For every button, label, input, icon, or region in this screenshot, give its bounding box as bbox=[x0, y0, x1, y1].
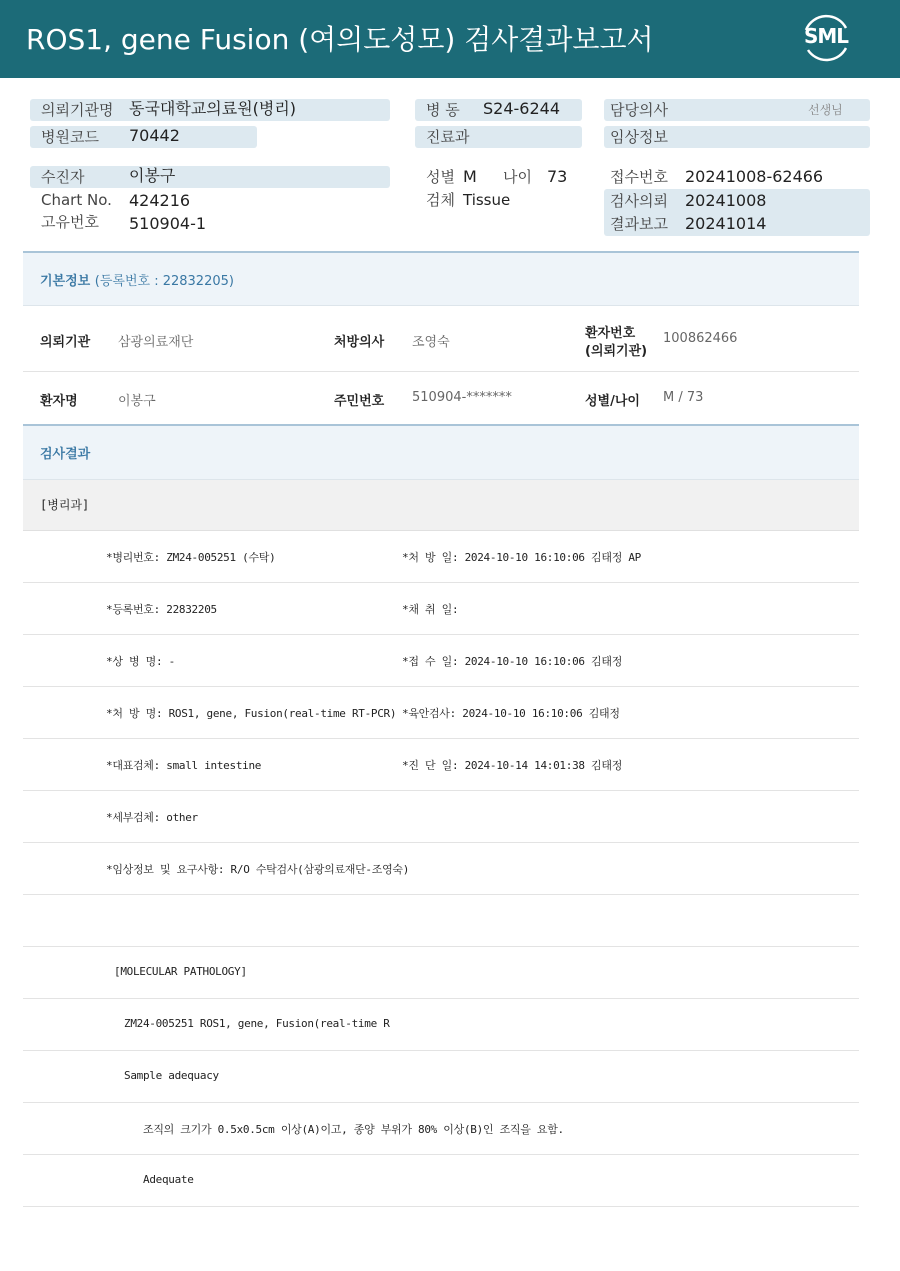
report-header bbox=[0, 0, 900, 78]
result-left-text: *병리번호: ZM24-005251 (수탁) bbox=[106, 551, 276, 564]
chart-label: Chart No. bbox=[41, 191, 112, 209]
request-value: 20241008 bbox=[685, 191, 767, 210]
molecular-text: 조직의 크기가 0.5x0.5cm 이상(A)이고, 종양 부위가 80% 이상(B)인 조직을 요함. bbox=[143, 1123, 564, 1136]
result-row bbox=[23, 583, 859, 635]
result-left-text: *등록번호: 22832205 bbox=[106, 603, 217, 616]
patient-value: 이봉구 bbox=[129, 166, 176, 185]
institution-label: 의뢰기관명 bbox=[41, 101, 114, 119]
chart-value: 424216 bbox=[129, 191, 191, 210]
molecular-text: ZM24-005251 ROS1, gene, Fusion(real-time R bbox=[124, 1017, 390, 1030]
doctor-label: 담당의사 bbox=[610, 101, 668, 119]
ward-label: 병 동 bbox=[426, 101, 460, 119]
molecular-row bbox=[23, 947, 859, 999]
institution-value: 동국대학교의료원(병리) bbox=[129, 99, 297, 118]
molecular-text: [MOLECULAR PATHOLOGY] bbox=[114, 965, 247, 978]
result-row bbox=[23, 739, 859, 791]
receipt-label: 접수번호 bbox=[610, 168, 668, 186]
receipt-value: 20241008-62466 bbox=[685, 167, 824, 186]
result-left-text: *상 병 명: - bbox=[106, 655, 175, 668]
hospital-code-label: 병원코드 bbox=[41, 128, 99, 146]
patient-label: 수진자 bbox=[41, 168, 85, 186]
molecular-row bbox=[23, 1103, 859, 1155]
doctor-suffix: 선생님 bbox=[808, 103, 843, 117]
department-name: [병리과] bbox=[40, 498, 90, 512]
report-title: ROS1, gene Fusion (여의도성모) 검사결과보고서 bbox=[26, 23, 654, 56]
result-left-text: *대표검체: small intestine bbox=[106, 759, 262, 772]
result-right-text: *채 취 일: bbox=[402, 603, 459, 616]
basic-info-title: 기본정보 bbox=[40, 274, 91, 289]
uid-value: 510904-1 bbox=[129, 214, 207, 233]
blank-row bbox=[23, 895, 859, 947]
result-right-text: *육안검사: 2024-10-10 16:10:06 김태정 bbox=[402, 707, 620, 720]
result-left-text: *임상정보 및 요구사항: R/O 수탁검사(삼광의료재단-조영숙) bbox=[106, 863, 410, 876]
resident-no-label: 주민번호 bbox=[334, 394, 385, 409]
result-right-text: *접 수 일: 2024-10-10 16:10:06 김태정 bbox=[402, 655, 623, 668]
report-label: 결과보고 bbox=[610, 215, 668, 233]
patient-name-value: 이봉구 bbox=[118, 394, 156, 409]
age-value: 73 bbox=[547, 167, 568, 186]
ward-value: S24-6244 bbox=[483, 99, 561, 118]
hospital-code-value: 70442 bbox=[129, 126, 180, 145]
sex-value: M bbox=[463, 167, 477, 186]
resident-no-value: 510904-******* bbox=[412, 390, 512, 405]
result-row bbox=[23, 791, 859, 843]
basic-info-row-2 bbox=[23, 372, 859, 424]
result-row bbox=[23, 531, 859, 583]
basic-info-reg: (등록번호 : 22832205) bbox=[94, 274, 234, 289]
molecular-text: Sample adequacy bbox=[124, 1069, 219, 1082]
sex-label: 성별 bbox=[426, 168, 455, 186]
prescriber-value: 조영숙 bbox=[412, 335, 450, 350]
molecular-row bbox=[23, 1155, 859, 1207]
results-heading bbox=[23, 424, 859, 480]
basic-info-row-1 bbox=[23, 305, 859, 372]
basic-info-heading bbox=[23, 251, 859, 306]
department-bar bbox=[23, 480, 859, 531]
sml-logo bbox=[798, 10, 854, 66]
institution-field-value: 삼광의료재단 bbox=[118, 335, 194, 350]
result-row bbox=[23, 843, 859, 895]
report-value: 20241014 bbox=[685, 214, 767, 233]
specimen-label: 검체 bbox=[426, 191, 455, 209]
results-title: 검사결과 bbox=[40, 447, 91, 462]
patient-no-label-sub: (의뢰기관) bbox=[585, 344, 648, 359]
age-label: 나이 bbox=[503, 168, 532, 186]
request-label: 검사의뢰 bbox=[610, 192, 668, 210]
department-label: 진료과 bbox=[426, 128, 470, 146]
clinical-label: 임상정보 bbox=[610, 128, 668, 146]
logo-text: SML bbox=[803, 24, 849, 48]
molecular-row bbox=[23, 1051, 859, 1103]
result-right-text: *진 단 일: 2024-10-14 14:01:38 김태정 bbox=[402, 759, 623, 772]
sex-age-value: M / 73 bbox=[663, 390, 704, 405]
molecular-row bbox=[23, 999, 859, 1051]
result-row bbox=[23, 635, 859, 687]
patient-name-label: 환자명 bbox=[40, 394, 78, 409]
patient-no-label: 환자번호 bbox=[585, 326, 636, 341]
uid-label: 고유번호 bbox=[41, 213, 99, 231]
result-right-text: *처 방 일: 2024-10-10 16:10:06 김태정 AP bbox=[402, 551, 641, 564]
molecular-text: Adequate bbox=[143, 1173, 194, 1186]
institution-field-label: 의뢰기관 bbox=[40, 335, 91, 350]
result-left-text: *처 방 명: ROS1, gene, Fusion(real-time RT-PCR) bbox=[106, 707, 397, 720]
sex-age-label: 성별/나이 bbox=[585, 394, 640, 409]
result-row bbox=[23, 687, 859, 739]
result-left-text: *세부검체: other bbox=[106, 811, 198, 824]
specimen-value: Tissue bbox=[463, 191, 511, 209]
prescriber-label: 처방의사 bbox=[334, 335, 385, 350]
patient-no-value: 100862466 bbox=[663, 331, 738, 346]
